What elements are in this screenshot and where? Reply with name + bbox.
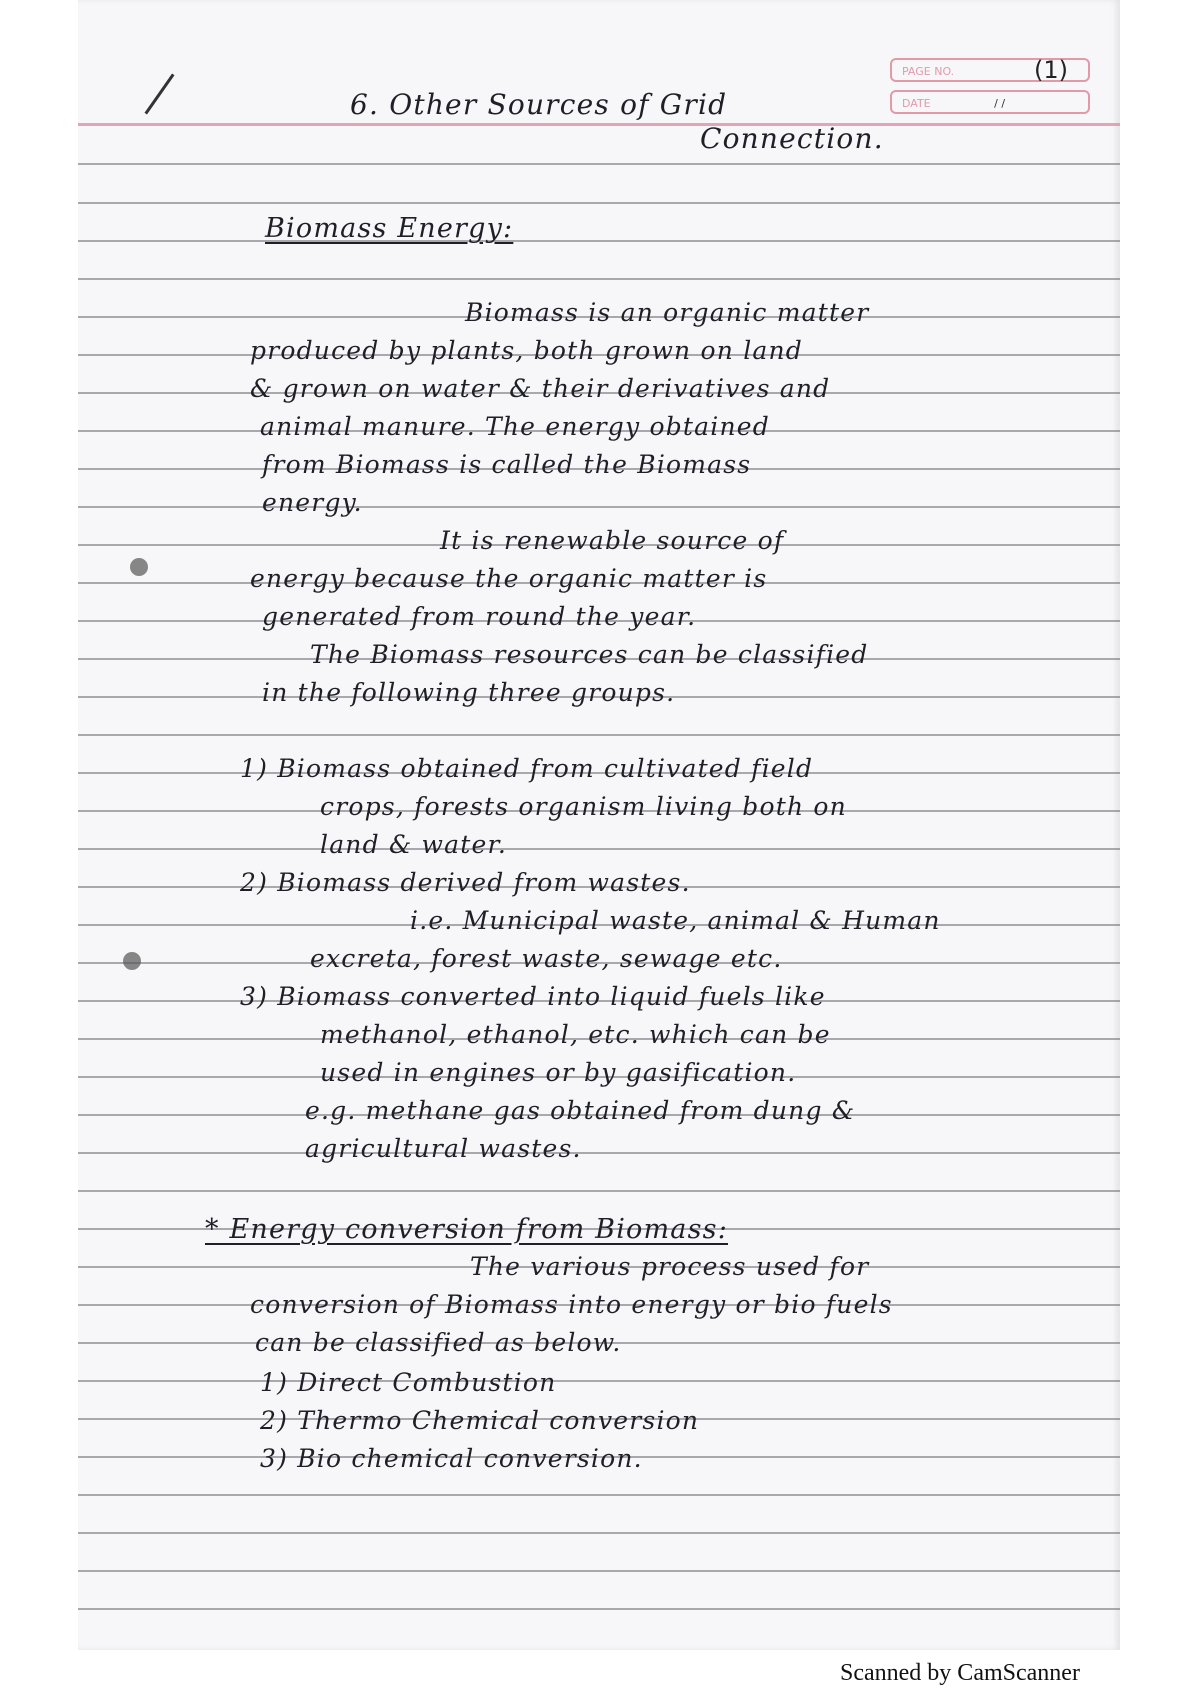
list-item: 2) Thermo Chemical conversion	[260, 1406, 700, 1435]
list-item: 2) Biomass derived from wastes.	[240, 868, 691, 897]
text-line: The Biomass resources can be classified	[310, 640, 869, 669]
text-line: & grown on water & their derivatives and	[250, 374, 831, 403]
top-margin-line	[78, 123, 1120, 126]
text-line: excreta, forest waste, sewage etc.	[310, 944, 783, 973]
text-line: e.g. methane gas obtained from dung &	[305, 1096, 856, 1125]
page-no-label: PAGE NO.	[902, 65, 955, 78]
text-line: energy because the organic matter is	[250, 564, 768, 593]
binder-hole	[123, 952, 141, 970]
text-line: can be classified as below.	[255, 1328, 622, 1357]
text-line: The various process used for	[470, 1252, 870, 1281]
list-item: 3) Biomass converted into liquid fuels like	[240, 982, 826, 1011]
text-line: from Biomass is called the Biomass	[262, 450, 752, 479]
text-line: generated from round the year.	[262, 602, 697, 631]
text-line: energy.	[262, 488, 363, 517]
ruled-line	[78, 1532, 1120, 1534]
ruled-line	[78, 240, 1120, 242]
list-item: 3) Bio chemical conversion.	[260, 1444, 643, 1473]
page-number: (1)	[1034, 56, 1068, 84]
text-line: It is renewable source of	[440, 526, 785, 555]
text-line: land & water.	[320, 830, 508, 859]
binder-hole	[130, 558, 148, 576]
ruled-line	[78, 1152, 1120, 1154]
list-item: 1) Biomass obtained from cultivated field	[240, 754, 814, 783]
ruled-line	[78, 506, 1120, 508]
notebook-page	[78, 0, 1120, 1650]
text-line: used in engines or by gasification.	[320, 1058, 797, 1087]
text-line: agricultural wastes.	[305, 1134, 582, 1163]
ruled-line	[78, 734, 1120, 736]
ruled-line	[78, 1570, 1120, 1572]
list-item: 1) Direct Combustion	[260, 1368, 557, 1397]
text-line: conversion of Biomass into energy or bio fuels	[250, 1290, 893, 1319]
date-box	[890, 90, 1090, 114]
section-heading: Biomass Energy:	[265, 213, 514, 244]
text-line: crops, forests organism living both on	[320, 792, 847, 821]
page-title-line2: Connection.	[700, 122, 884, 155]
section-heading: * Energy conversion from Biomass:	[205, 1214, 728, 1245]
page-date-stamp	[890, 58, 1080, 118]
text-line: methanol, ethanol, etc. which can be	[320, 1020, 831, 1049]
ruled-line	[78, 1608, 1120, 1610]
text-line: Biomass is an organic matter	[465, 298, 870, 327]
date-label: DATE	[902, 97, 931, 110]
ruled-line	[78, 1380, 1120, 1382]
page-title-line1: 6. Other Sources of Grid	[350, 88, 728, 121]
text-line: animal manure. The energy obtained	[260, 412, 770, 441]
ruled-line	[78, 1494, 1120, 1496]
ruled-line	[78, 848, 1120, 850]
text-line: in the following three groups.	[262, 678, 676, 707]
date-value: / /	[994, 97, 1006, 110]
text-line: i.e. Municipal waste, animal & Human	[410, 906, 941, 935]
scanner-watermark: Scanned by CamScanner	[840, 1660, 1080, 1686]
ruled-line	[78, 278, 1120, 280]
ruled-line	[78, 202, 1120, 204]
ruled-line	[78, 163, 1120, 165]
text-line: produced by plants, both grown on land	[250, 336, 804, 365]
ruled-line	[78, 1190, 1120, 1192]
